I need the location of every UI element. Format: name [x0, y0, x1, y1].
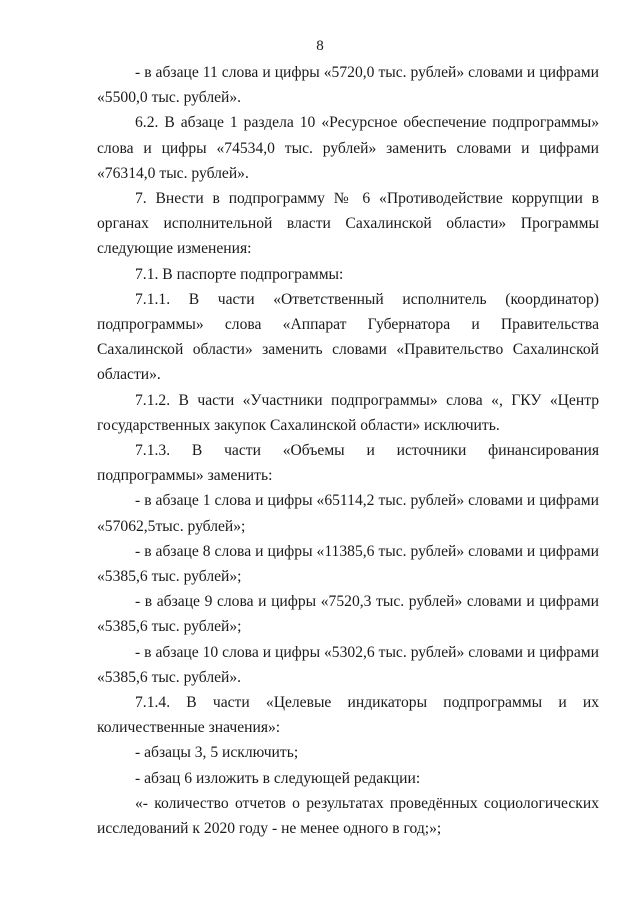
paragraph-15: «- количество отчетов о результатах проведённых социологических исследований к 2020 году - не менее одного в год;»; [97, 794, 599, 838]
document-body [97, 60, 599, 841]
paragraph-10: - в абзаце 9 слова и цифры «7520,3 тыс. рублей» словами и цифрами «5385,6 тыс. рублей»; [97, 593, 599, 636]
paragraph-3: 7. Внести в подпрограмму № 6 «Противодействие коррупции в органах исполнительной власти Сахалинской области» Программы следующие изменения: [97, 190, 599, 258]
paragraph-6: 7.1.2. В части «Участники подпрограммы» слова «, ГКУ «Центр государственных закупок Сахалинской области» исключить. [97, 391, 599, 434]
paragraph-12: 7.1.4. В части «Целевые индикаторы подпрограммы и их количественные значения»: [97, 694, 599, 737]
paragraph-1: - в абзаце 11 слова и цифры «5720,0 тыс. рублей» словами и цифрами «5500,0 тыс. рублей». [97, 64, 599, 107]
paragraph-7: 7.1.3. В части «Объемы и источники финансирования подпрограммы» заменить: [97, 442, 599, 485]
paragraph-14: - абзац 6 изложить в следующей редакции: [135, 769, 421, 787]
paragraph-11: - в абзаце 10 слова и цифры «5302,6 тыс. рублей» словами и цифрами «5385,6 тыс. рублей». [97, 643, 599, 686]
paragraph-2: 6.2. В абзаце 1 раздела 10 «Ресурсное обеспечение подпрограммы» слова и цифры «74534,0 тыс. рублей» заменить словами и цифрами «76314,0 тыс. рублей». [97, 114, 599, 182]
paragraph-4: 7.1. В паспорте подпрограммы: [135, 265, 344, 283]
paragraph-8: - в абзаце 1 слова и цифры «65114,2 тыс. рублей» словами и цифрами «57062,5тыс. рублей»; [97, 492, 599, 535]
paragraph-5: 7.1.1. В части «Ответственный исполнитель (координатор) подпрограммы» слова «Аппарат Губернатора и Правительства Сахалинской области» заменить словами «Правительство Сахалинской области». [97, 290, 599, 384]
page-number: 8 [316, 38, 324, 54]
paragraph-13: - абзацы 3, 5 исключить; [135, 744, 299, 762]
paragraph-9: - в абзаце 8 слова и цифры «11385,6 тыс. рублей» словами и цифрами «5385,6 тыс. рублей»; [97, 542, 599, 586]
